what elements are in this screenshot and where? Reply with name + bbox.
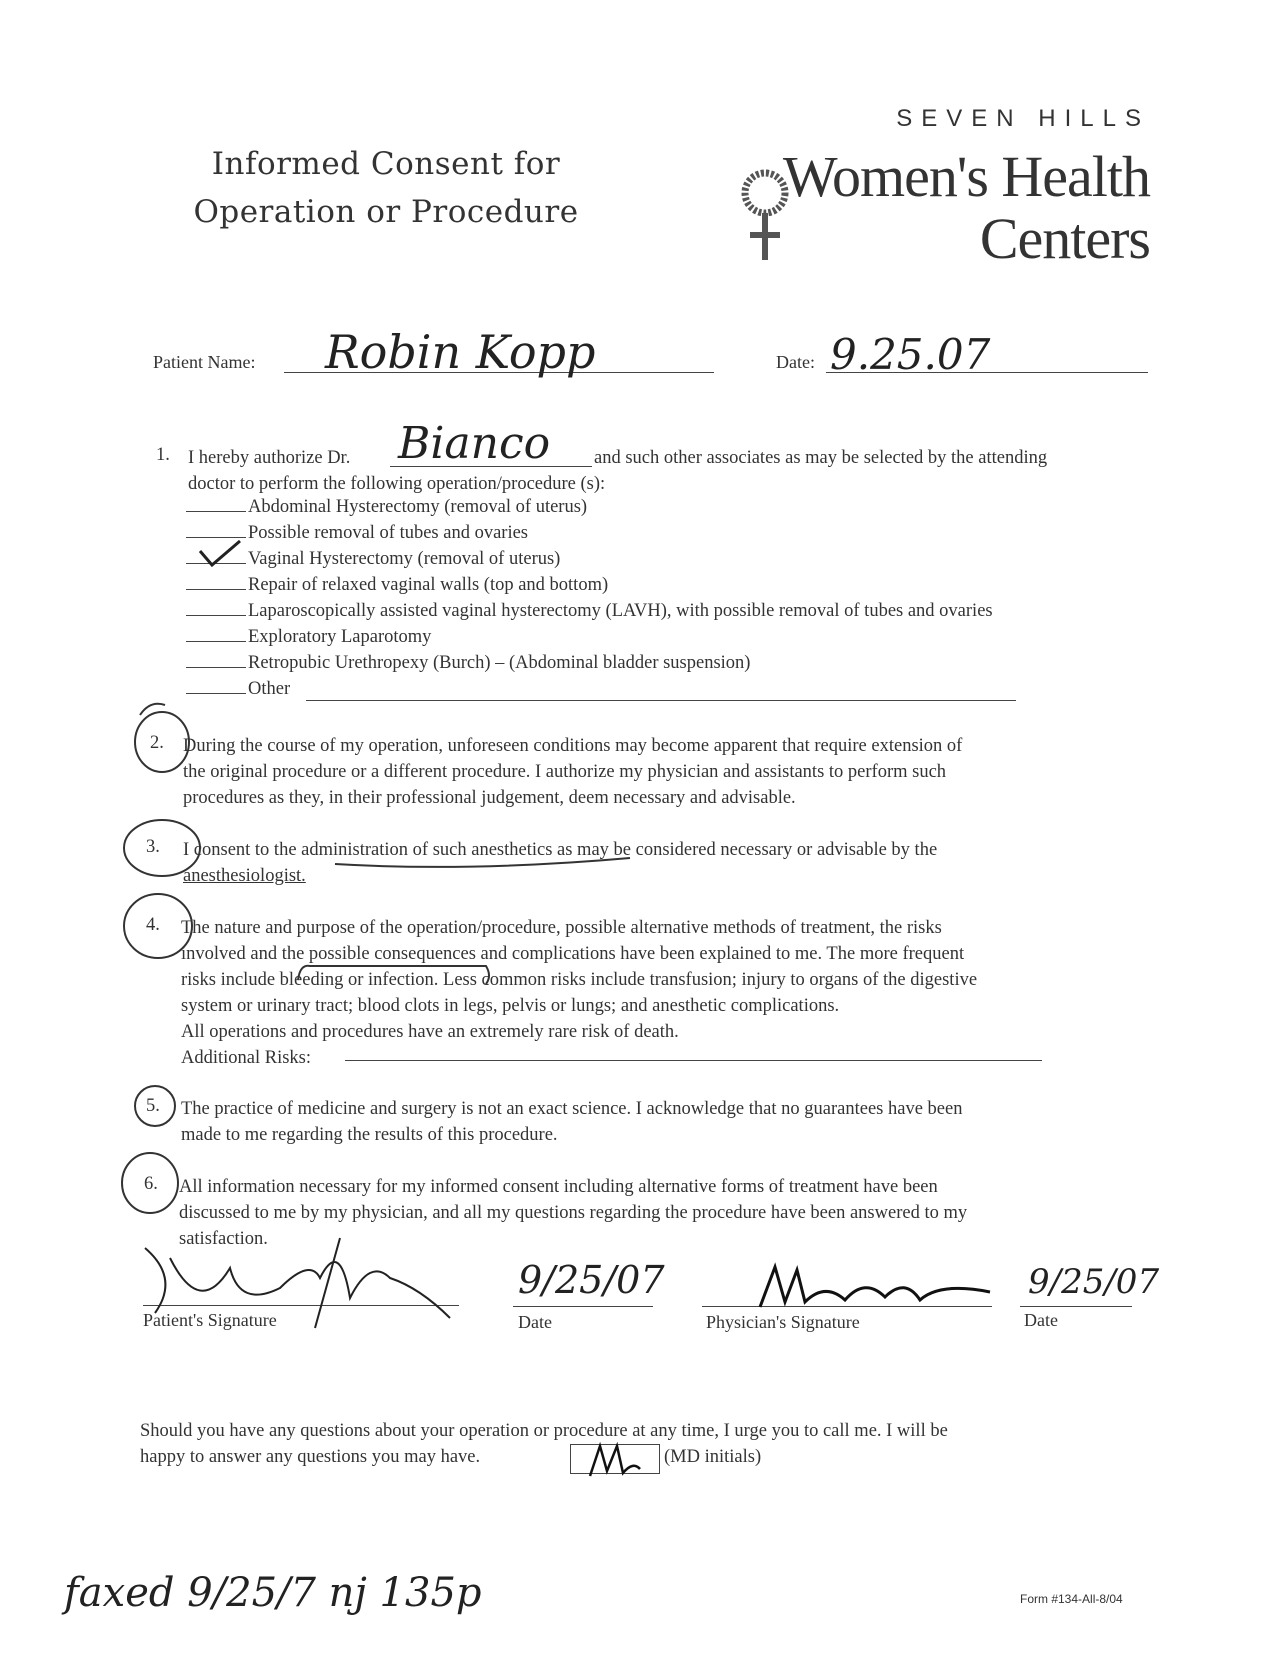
procedure-label: Abdominal Hysterectomy (removal of uterus): [248, 497, 588, 517]
section2-line: procedures as they, in their professional judgement, deem necessary and advisable.: [183, 788, 796, 808]
footer-line2: happy to answer any questions you may have.: [140, 1447, 481, 1467]
procedure-label: Possible removal of tubes and ovaries: [248, 523, 529, 543]
physician-signature-image: [755, 1262, 995, 1312]
procedure-label: Other: [248, 679, 291, 699]
date2-label: Date: [1024, 1310, 1058, 1330]
initials-image: [585, 1441, 645, 1481]
form-number: Form #134-All-8/04: [1020, 1592, 1123, 1606]
date1-value[interactable]: 9/25/07: [518, 1258, 665, 1302]
fax-note: faxed 9/25/7 nj 135p: [64, 1570, 482, 1616]
section3-line: anesthesiologist.: [183, 866, 306, 886]
logo-womens-health: Women's Health: [782, 144, 1150, 209]
logo-centers: Centers: [979, 206, 1150, 271]
procedure-label: Repair of relaxed vaginal walls (top and bottom): [248, 575, 609, 595]
section5-line: The practice of medicine and surgery is not an exact science. I acknowledge that no guarantees have been: [181, 1099, 963, 1119]
section1-text-c: doctor to perform the following operation/procedure (s):: [188, 474, 606, 494]
procedure-label: Laparoscopically assisted vaginal hysterectomy (LAVH), with possible removal of tubes and ovaries: [248, 601, 993, 621]
md-initials-label: (MD initials): [664, 1447, 762, 1467]
patient-signature-label: Patient's Signature: [143, 1310, 277, 1330]
patient-name-value[interactable]: Robin Kopp: [325, 325, 596, 379]
section1-number: 1.: [156, 445, 170, 465]
section4-line: system or urinary tract; blood clots in legs, pelvis or lungs; and anesthetic complications.: [181, 996, 840, 1016]
date-value[interactable]: 9.25.07: [830, 330, 991, 379]
section3-number: 3.: [146, 837, 160, 857]
form-title-line1: Informed Consent for: [211, 146, 561, 182]
form-title-line2: Operation or Procedure: [193, 194, 579, 230]
section6-line: discussed to me by my physician, and all my questions regarding the procedure have been answered to my: [179, 1203, 968, 1223]
procedure-label: Exploratory Laparotomy: [248, 627, 432, 647]
additional-risks-label: Additional Risks:: [181, 1048, 312, 1068]
footer-text: [140, 1418, 948, 1470]
section4-line: risks include bleeding or infection. Less common risks include transfusion; injury to organs of the digestive: [181, 970, 978, 990]
section2-line: During the course of my operation, unforeseen conditions may become apparent that require extension of: [183, 736, 963, 756]
section3-line: I consent to the administration of such anesthetics as may be considered necessary or advisable by the: [183, 840, 938, 860]
section5-number: 5.: [146, 1096, 160, 1116]
date2-value[interactable]: 9/25/07: [1028, 1262, 1160, 1302]
date2-line[interactable]: [1020, 1306, 1132, 1307]
footer-line1: Should you have any questions about your operation or procedure at any time, I urge you to call me. I will be: [140, 1421, 948, 1441]
date1-line[interactable]: [513, 1306, 653, 1307]
logo-seven-hills: SEVEN HILLS: [896, 105, 1150, 132]
md-initials-box[interactable]: [570, 1444, 660, 1474]
date1-label: Date: [518, 1312, 552, 1332]
section1-text-a: I hereby authorize Dr.: [188, 448, 351, 468]
section6-number: 6.: [144, 1174, 158, 1194]
physician-signature-label: Physician's Signature: [706, 1312, 860, 1332]
date-label: Date:: [776, 352, 815, 372]
section2-line: the original procedure or a different procedure. I authorize my physician and assistants to perform such: [183, 762, 947, 782]
section1-text-b: and such other associates as may be selected by the attending: [594, 448, 1048, 468]
doctor-value[interactable]: Bianco: [398, 418, 551, 469]
section6-line: All information necessary for my informed consent including alternative forms of treatment have been: [179, 1177, 938, 1197]
section4-number: 4.: [146, 915, 160, 935]
section5-line: made to me regarding the results of this procedure.: [181, 1125, 558, 1145]
patient-name-label: Patient Name:: [153, 352, 256, 372]
procedure-label: Retropubic Urethropexy (Burch) – (Abdominal bladder suspension): [248, 653, 751, 673]
section4-line: The nature and purpose of the operation/procedure, possible alternative methods of treatment, the risks: [181, 918, 942, 938]
procedure-label: Vaginal Hysterectomy (removal of uterus): [248, 549, 561, 569]
section4-line: involved and the possible consequences and complications have been explained to me. The more frequent: [181, 944, 965, 964]
section2-number: 2.: [150, 733, 164, 753]
section4-line: All operations and procedures have an extremely rare risk of death.: [181, 1022, 679, 1042]
section6-line: satisfaction.: [179, 1229, 268, 1249]
